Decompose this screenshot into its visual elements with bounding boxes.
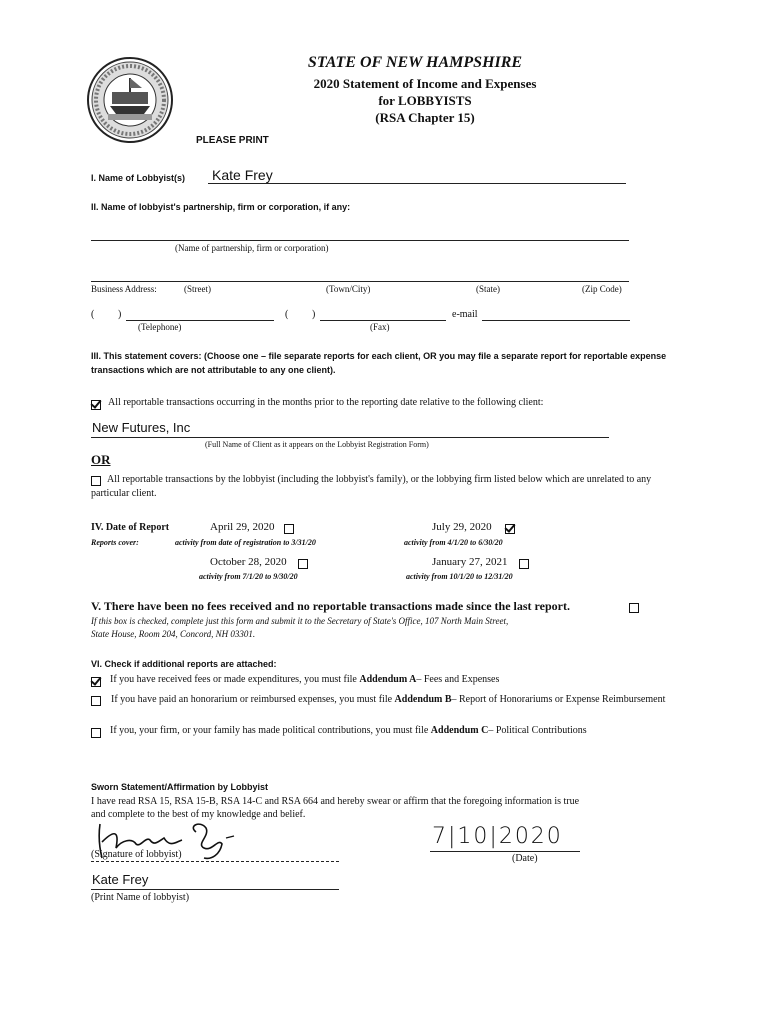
no-fees-note-1: If this box is checked, complete just this form and submit it to the Secretary of State's Office, 107 North Main Street,: [91, 616, 509, 626]
sworn-text-1: I have read RSA 15, RSA 15-B, RSA 14-C and RSA 664 and hereby swear or affirm that the foregoing information is true: [91, 796, 580, 807]
date-of-report-label: IV. Date of Report: [91, 522, 170, 533]
sworn-heading: Sworn Statement/Affirmation by Lobbyist: [91, 782, 269, 792]
client-name-field[interactable]: New Futures, Inc: [92, 420, 191, 435]
fax-caption: (Fax): [370, 322, 390, 332]
signature-caption: (Signature of lobbyist): [91, 849, 182, 860]
lobbyist-name-label: I. Name of Lobbyist(s): [91, 173, 186, 183]
addendum-a-checkbox[interactable]: [91, 677, 101, 687]
print-name-field[interactable]: Kate Frey: [92, 872, 149, 887]
report-date-3-checkbox[interactable]: [298, 559, 308, 569]
zip-caption: (Zip Code): [582, 284, 622, 294]
addendum-b-text: [91, 693, 681, 707]
town-caption: (Town/City): [326, 284, 371, 294]
report-activity-3: activity from 7/1/20 to 9/30/20: [199, 572, 298, 581]
sworn-text-2: and complete to the best of my knowledge and belief.: [91, 809, 306, 820]
no-fees-note-2: State House, Room 204, Concord, NH 03301.: [91, 629, 256, 639]
firm-caption: (Name of partnership, firm or corporation): [175, 243, 329, 253]
report-date-2: July 29, 2020: [432, 521, 492, 533]
form-title: STATE OF NEW HAMPSHIRE: [307, 54, 523, 71]
state-caption: (State): [476, 284, 500, 294]
report-date-1: April 29, 2020: [210, 521, 275, 533]
addendum-c-post: – Political Contributions: [488, 725, 587, 736]
report-activity-2: activity from 4/1/20 to 6/30/20: [404, 538, 503, 547]
fax-close-paren: ): [312, 309, 316, 320]
report-activity-1: activity from date of registration to 3/31/20: [175, 538, 316, 547]
signature-line: [91, 861, 339, 862]
phone-close-paren: ): [118, 309, 122, 320]
address-field[interactable]: [91, 281, 629, 282]
additional-reports-heading: VI. Check if additional reports are attached:: [91, 659, 277, 669]
addendum-b-pre: If you have paid an honorarium or reimbursed expenses, you must file: [111, 694, 395, 705]
or-divider: OR: [91, 452, 111, 467]
phone-open-paren: (: [91, 309, 95, 320]
please-print: PLEASE PRINT: [196, 135, 269, 146]
addendum-a-name: Addendum A: [359, 674, 417, 685]
firm-label: II. Name of lobbyist's partnership, firm or corporation, if any:: [91, 202, 351, 212]
telephone-caption: (Telephone): [138, 322, 182, 332]
report-date-4-checkbox[interactable]: [519, 559, 529, 569]
report-date-1-checkbox[interactable]: [284, 524, 294, 534]
no-fees-checkbox[interactable]: [629, 603, 639, 613]
addendum-a-text: [110, 674, 499, 685]
addendum-c-text: [110, 725, 587, 736]
email-label: e-mail: [452, 309, 478, 320]
report-activity-4: activity from 10/1/20 to 12/31/20: [406, 572, 513, 581]
addendum-c-name: Addendum C: [430, 725, 489, 736]
email-field[interactable]: [482, 320, 630, 321]
report-date-4: January 27, 2021: [432, 556, 508, 568]
date-caption: (Date): [512, 853, 538, 864]
print-name-line: [91, 889, 339, 890]
date-line: [430, 851, 580, 852]
state-seal: [86, 56, 174, 144]
form-subtitle-3: (RSA Chapter 15): [375, 110, 475, 125]
addendum-b-post: – Report of Honorariums or Expense Reimbursement: [451, 694, 666, 705]
client-name-line: [91, 437, 609, 438]
reports-cover-label: Reports cover:: [91, 538, 139, 547]
addendum-a-pre: If you have received fees or made expenditures, you must file: [110, 674, 360, 685]
street-caption: (Street): [184, 284, 211, 294]
fax-open-paren: (: [285, 309, 289, 320]
addendum-a-post: – Fees and Expenses: [416, 674, 500, 685]
addendum-b-name: Addendum B: [394, 694, 452, 705]
firm-name-field[interactable]: [91, 240, 629, 241]
lobbyist-name-field[interactable]: Kate Frey: [212, 167, 273, 183]
addendum-c-pre: If you, your firm, or your family has made political contributions, you must file: [110, 725, 431, 736]
fax-field[interactable]: [320, 320, 446, 321]
no-fees-heading: V. There have been no fees received and no reportable transactions made since the last report.: [91, 599, 570, 613]
report-date-3: October 28, 2020: [210, 556, 287, 568]
print-name-caption: (Print Name of lobbyist): [91, 892, 190, 903]
client-option-label: All reportable transactions occurring in the months prior to the reporting date relative to the following client:: [108, 397, 544, 408]
form-subtitle-2: for LOBBYISTS: [378, 93, 472, 108]
telephone-field[interactable]: [126, 320, 274, 321]
report-date-2-checkbox[interactable]: [505, 524, 515, 534]
business-address-label: Business Address:: [91, 284, 157, 294]
date-field[interactable]: 7|10|2020: [432, 824, 563, 849]
lobbyist-name-line: [208, 183, 626, 184]
addendum-c-checkbox[interactable]: [91, 728, 101, 738]
client-option-checkbox[interactable]: [91, 400, 101, 410]
statement-covers-heading: III. This statement covers: (Choose one – file separate reports for each client, OR you may file a separate report for reportable expense transactions which are not attributable to any one client).: [91, 351, 667, 375]
unattributed-option-label: All reportable transactions by the lobbyist (including the lobbyist's family), or the lobbying firm listed below which are unrelated to any particular client.: [91, 474, 652, 499]
client-name-caption: (Full Name of Client as it appears on the Lobbyist Registration Form): [205, 440, 429, 449]
form-subtitle: 2020 Statement of Income and Expenses: [313, 76, 537, 91]
